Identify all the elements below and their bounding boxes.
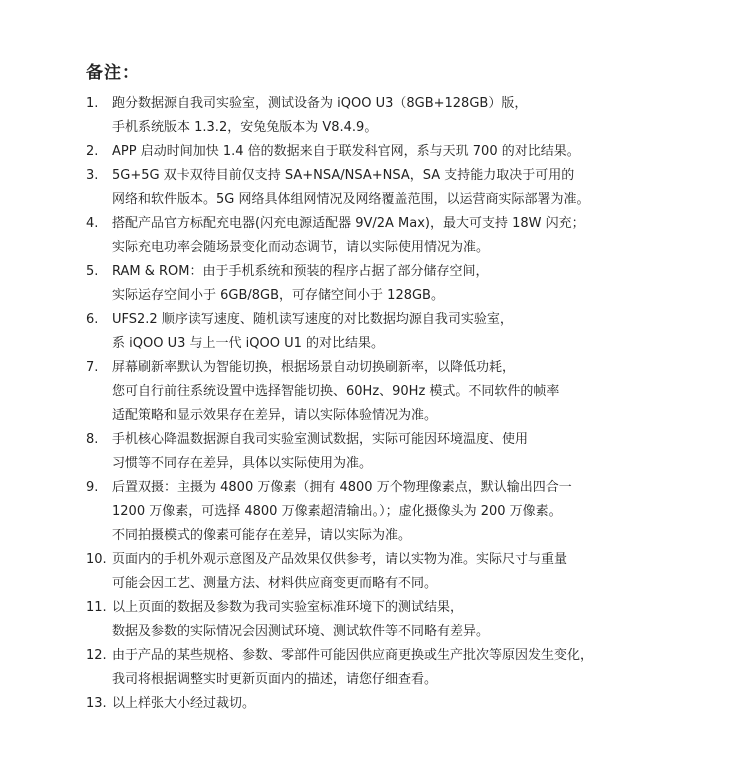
note-line: RAM & ROM：由于手机系统和预装的程序占据了部分储存空间，	[112, 264, 489, 279]
note-line: 1200 万像素，可选择 4800 万像素超清输出。）；虚化摄像头为 200 万像素。	[112, 504, 562, 519]
note-item	[86, 548, 736, 596]
note-item	[86, 260, 736, 308]
note-line: 搭配产品官方标配充电器(闪充电源适配器 9V/2A Max)，最大可支持 18W 闪充；	[112, 216, 585, 231]
note-line: 习惯等不同存在差异，具体以实际使用为准。	[112, 456, 373, 471]
note-text	[108, 476, 736, 548]
note-line: 以上页面的数据及参数为我司实验室标准环境下的测试结果，	[112, 600, 464, 615]
note-text	[108, 140, 736, 164]
note-line: 页面内的手机外观示意图及产品效果仅供参考，请以实物为准。实际尺寸与重量	[112, 552, 568, 567]
note-item	[86, 596, 736, 644]
note-number: 13.	[86, 696, 107, 711]
note-item	[86, 308, 736, 356]
note-item	[86, 164, 736, 212]
note-item	[86, 356, 736, 428]
note-item	[86, 92, 736, 140]
note-line: UFS2.2 顺序读写速度、随机读写速度的对比数据均源自我司实验室，	[112, 312, 513, 327]
note-number: 8.	[86, 432, 99, 447]
note-text	[108, 548, 736, 596]
note-line: 不同拍摄模式的像素可能存在差异，请以实际为准。	[112, 528, 412, 543]
note-line: 适配策略和显示效果存在差异，请以实际体验情况为准。	[112, 408, 438, 423]
note-number: 6.	[86, 312, 99, 327]
note-item	[86, 140, 736, 164]
note-line: APP 启动时间加快 1.4 倍的数据来自于联发科官网，系与天玑 700 的对比结果。	[112, 144, 580, 159]
note-number: 9.	[86, 480, 99, 495]
note-line: 您可自行前往系统设置中选择智能切换、60Hz、90Hz 模式。不同软件的帧率	[112, 384, 560, 399]
note-text	[108, 692, 736, 716]
note-text	[108, 308, 736, 356]
note-line: 由于产品的某些规格、参数、零部件可能因供应商更换或生产批次等原因发生变化，	[112, 648, 594, 663]
note-text	[108, 260, 736, 308]
note-number: 5.	[86, 264, 99, 279]
note-line: 网络和软件版本。5G 网络具体组网情况及网络覆盖范围，以运营商实际部署为准。	[112, 192, 590, 207]
note-item	[86, 212, 736, 260]
note-text	[108, 164, 736, 212]
note-line: 可能会因工艺、测量方法、材料供应商变更而略有不同。	[112, 576, 438, 591]
note-number: 2.	[86, 144, 99, 159]
note-line: 以上样张大小经过裁切。	[112, 696, 256, 711]
note-line: 后置双摄：主摄为 4800 万像素（拥有 4800 万个物理像素点，默认输出四合一	[112, 480, 572, 495]
note-line: 我司将根据调整实时更新页面内的描述，请您仔细查看。	[112, 672, 438, 687]
note-line: 手机系统版本 1.3.2，安兔兔版本为 V8.4.9。	[112, 120, 378, 135]
note-item	[86, 476, 736, 548]
note-text	[108, 596, 736, 644]
note-text	[108, 92, 736, 140]
note-text	[108, 428, 736, 476]
note-number: 12.	[86, 648, 107, 663]
notes-list	[86, 92, 736, 716]
note-number: 4.	[86, 216, 99, 231]
note-number: 11.	[86, 600, 107, 615]
note-line: 实际运存空间小于 6GB/8GB，可存储空间小于 128GB。	[112, 288, 444, 303]
note-number: 3.	[86, 168, 99, 183]
note-line: 屏幕刷新率默认为智能切换，根据场景自动切换刷新率，以降低功耗，	[112, 360, 516, 375]
note-number: 10.	[86, 552, 107, 567]
note-text	[108, 356, 736, 428]
note-number: 7.	[86, 360, 99, 375]
note-number: 1.	[86, 96, 99, 111]
note-item	[86, 692, 736, 716]
notes-title: 备注：	[86, 63, 140, 83]
note-text	[108, 212, 736, 260]
note-line: 5G+5G 双卡双待目前仅支持 SA+NSA/NSA+NSA，SA 支持能力取决于可用的	[112, 168, 575, 183]
note-line: 跑分数据源自我司实验室，测试设备为 iQOO U3（8GB+128GB）版，	[112, 96, 528, 111]
note-line: 数据及参数的实际情况会因测试环境、测试软件等不同略有差异。	[112, 624, 490, 639]
note-line: 手机核心降温数据源自我司实验室测试数据，实际可能因环境温度、使用	[112, 432, 529, 447]
note-line: 实际充电功率会随场景变化而动态调节，请以实际使用情况为准。	[112, 240, 490, 255]
note-text	[108, 644, 736, 692]
note-item	[86, 644, 736, 692]
note-line: 系 iQOO U3 与上一代 iQOO U1 的对比结果。	[112, 336, 384, 351]
note-item	[86, 428, 736, 476]
